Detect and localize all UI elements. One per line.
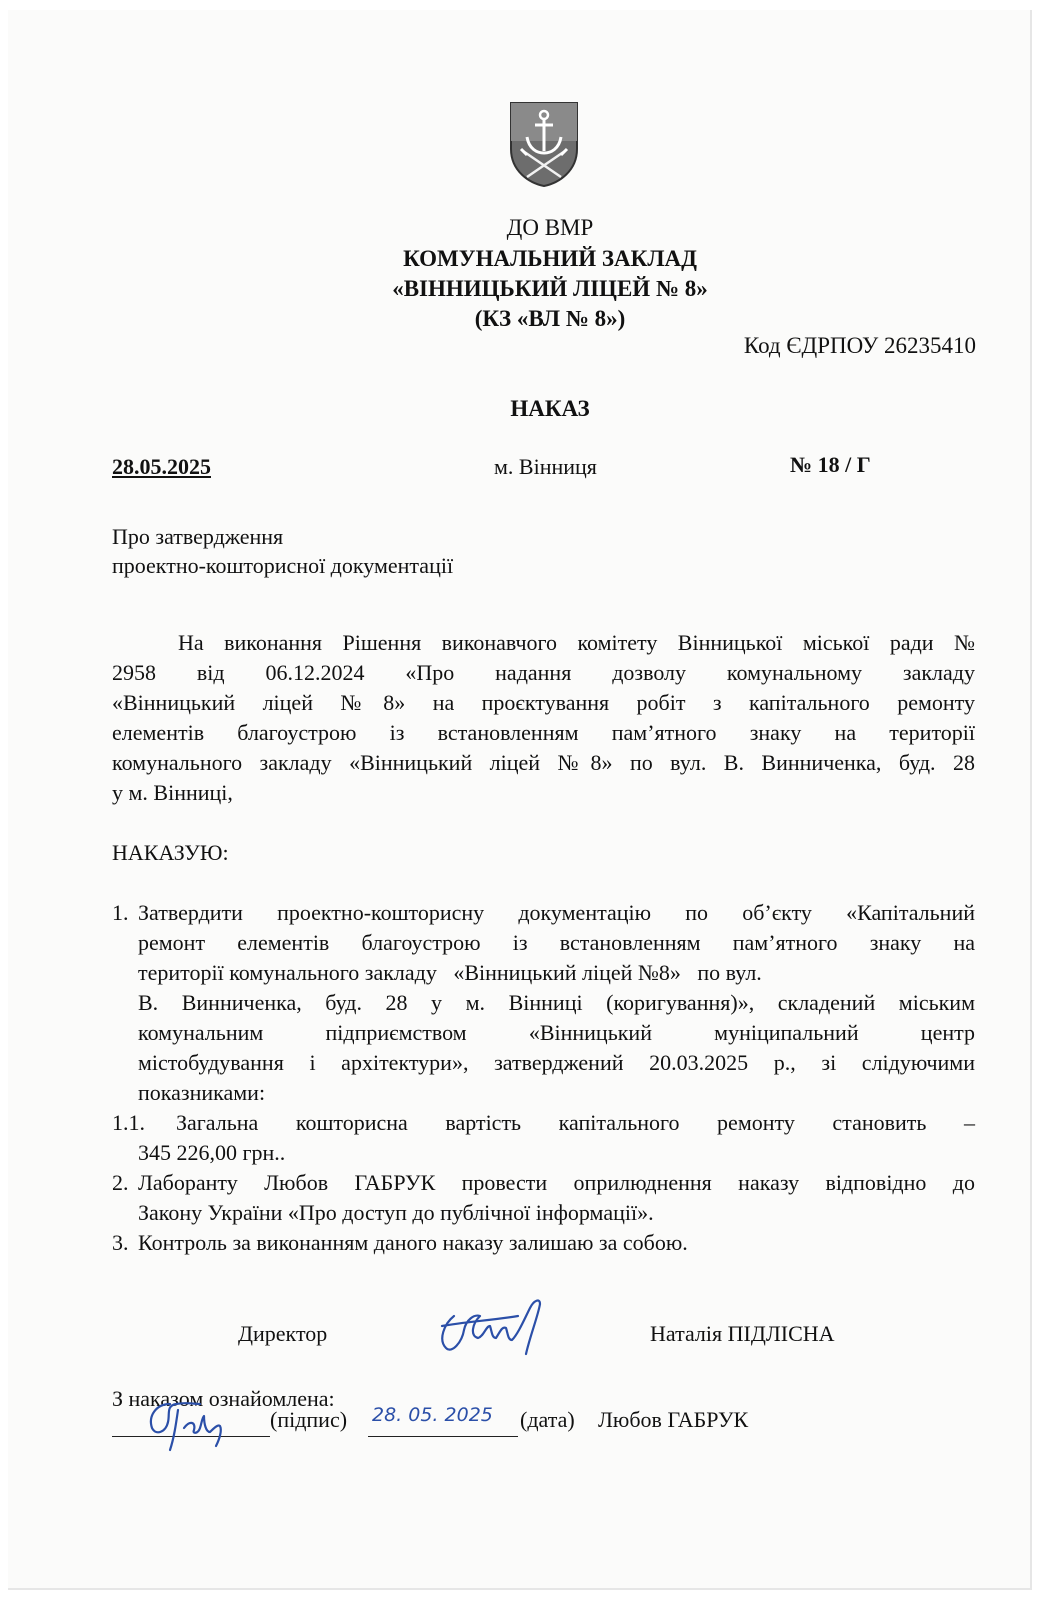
item-marker: 1. — [112, 900, 129, 925]
document-number: № 18 / Г — [790, 452, 871, 477]
item-1-1-line: Загальна кошторисна вартість капітального ремонту становить – — [176, 1110, 975, 1135]
handwritten-date: 28. 05. 2025 — [372, 1404, 493, 1426]
document-date: 28.05.2025 — [112, 454, 211, 479]
document-city: м. Вінниця — [494, 454, 597, 479]
signatory-name: Наталія ПІДЛІСНА — [650, 1321, 835, 1346]
item-1-line: показниками: — [138, 1080, 266, 1105]
item-1-1-line: 345 226,00 грн.. — [138, 1140, 286, 1165]
item-2-line: Закону України «Про доступ до публічної інформації». — [138, 1200, 654, 1225]
item-1-line: ремонт елементів благоустрою із встановленням пам’ятного знаку на — [138, 930, 975, 955]
signatory-position: Директор — [238, 1321, 328, 1346]
preamble-line: у м. Вінниці, — [112, 780, 233, 805]
coat-of-arms-emblem — [509, 101, 579, 187]
institution-name: «ВІННИЦЬКИЙ ЛІЦЕЙ № 8» — [392, 276, 708, 301]
edrpou-code: Код ЄДРПОУ 26235410 — [743, 333, 976, 358]
preamble-line: 2958 від 06.12.2024 «Про надання дозволу комунальному закладу — [112, 660, 975, 685]
item-2-line: Лаборанту Любов ГАБРУК провести оприлюднення наказу відповідно до — [138, 1170, 975, 1195]
preamble-line: комунального закладу «Вінницький ліцей №8» по вул. В. Винниченка, буд. 28 — [112, 750, 975, 775]
acknowledgement-signature — [140, 1394, 240, 1454]
acknowledgement-label: З наказом ознайомлена: — [112, 1386, 335, 1411]
item-1-line: Затвердити проектно-кошторисну документацію по об’єкту «Капітальний — [138, 900, 975, 925]
item-marker: 3. — [112, 1230, 129, 1255]
item-1-line: містобудування і архітектури», затверджений 20.03.2025 р., зі слідуючими — [138, 1050, 975, 1075]
item-3-text: Контроль за виконанням даного наказу залишаю за собою. — [138, 1230, 688, 1255]
institution-short-name: (КЗ «ВЛ № 8») — [474, 306, 626, 331]
acknowledger-name: Любов ГАБРУК — [598, 1407, 749, 1432]
subject-line-1: Про затвердження — [112, 524, 284, 549]
order-word: НАКАЗУЮ: — [112, 840, 229, 865]
director-signature — [434, 1296, 554, 1360]
item-1-line: В. Винниченка, буд. 28 у м. Вінниці (коригування)», складений міським — [138, 990, 975, 1015]
institution-type: КОМУНАЛЬНИЙ ЗАКЛАД — [403, 246, 697, 271]
item-1-line: комунальним підприємством «Вінницький муніципальний центр — [138, 1020, 975, 1045]
preamble-line: елементів благоустрою із встановленням пам’ятного знаку на території — [112, 720, 975, 745]
document-title: НАКАЗ — [510, 396, 590, 421]
item-marker: 2. — [112, 1170, 129, 1195]
item-marker: 1.1. — [112, 1110, 145, 1135]
header-line-1: ДО ВМР — [506, 215, 594, 240]
subject-line-2: проектно-кошторисної документації — [112, 553, 454, 578]
signature-word: (підпис) — [270, 1407, 348, 1432]
date-word: (дата) — [520, 1407, 575, 1432]
preamble-line: «Вінницький ліцей №8» на проєктування робіт з капітального ремонту — [112, 690, 975, 715]
item-1-line: території комунального закладу «Вінницький ліцей №8» по вул. — [138, 960, 762, 985]
preamble-line: На виконання Рішення виконавчого комітету Вінницької міської ради № — [178, 630, 975, 655]
